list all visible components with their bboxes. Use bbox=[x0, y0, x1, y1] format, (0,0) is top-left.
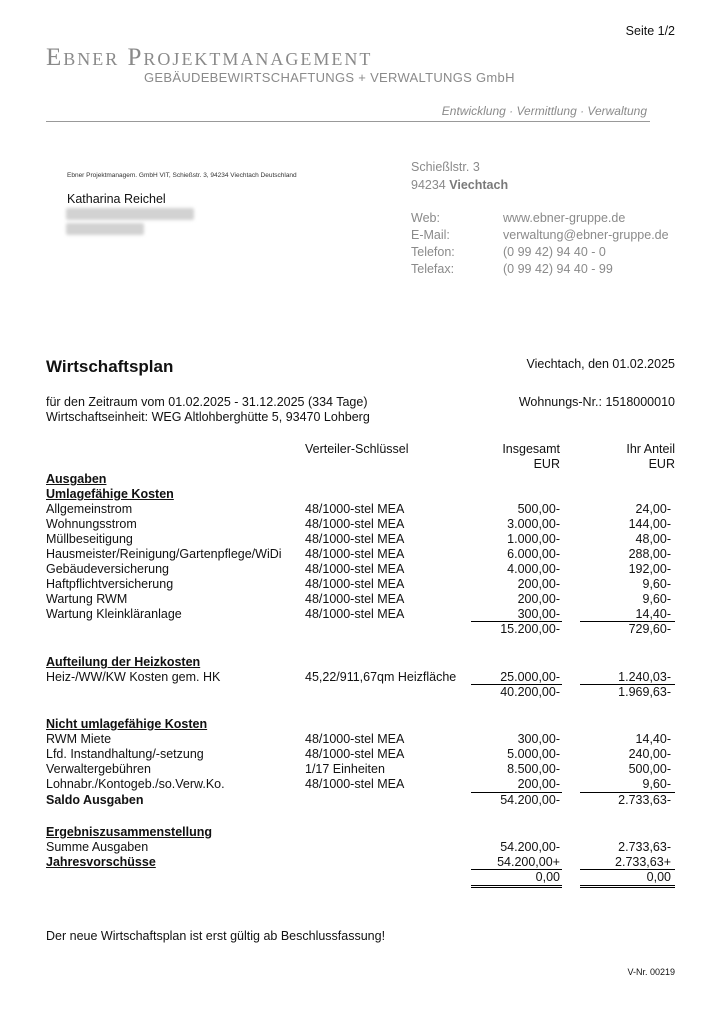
company-subtitle: GEBÄUDEBEWIRTSCHAFTUNGS + VERWALTUNGS GmbH bbox=[144, 70, 515, 85]
economic-unit: Wirtschaftseinheit: WEG Altlohberghütte 5, 93470 Lohberg bbox=[46, 410, 370, 424]
summary-advance-total: 54.200,00+ bbox=[497, 855, 560, 869]
summary-sum-label: Summe Ausgaben bbox=[46, 840, 149, 854]
row-label: Lohnabr./Kontogeb./so.Verw.Ko. bbox=[46, 777, 225, 791]
row-label: Verwaltergebühren bbox=[46, 762, 151, 776]
row-key: 48/1000-stel MEA bbox=[305, 532, 405, 546]
column-header-total: Insgesamt bbox=[502, 442, 560, 456]
email-label: E-Mail: bbox=[411, 228, 450, 242]
sender-city-line bbox=[411, 178, 508, 192]
row-key: 48/1000-stel MEA bbox=[305, 577, 405, 591]
final-share: 0,00 bbox=[646, 870, 671, 884]
summary-advance-label: Jahresvorschüsse bbox=[46, 855, 156, 869]
row-total: 5.000,00- bbox=[507, 747, 560, 761]
page-number: Seite 1/2 bbox=[625, 24, 675, 38]
row-label: Lfd. Instandhaltung/-setzung bbox=[46, 747, 204, 761]
row-total: 300,00- bbox=[517, 732, 560, 746]
row-total: 200,00- bbox=[517, 577, 560, 591]
row-label: Gebäudeversicherung bbox=[46, 562, 169, 576]
fax-number: (0 99 42) 94 40 - 99 bbox=[503, 262, 613, 276]
sender-city: Viechtach bbox=[449, 178, 509, 192]
return-address: Ebner Projektmanagem. GmbH VIT, Schießstr. 3, 94234 Viechtach Deutschland bbox=[67, 172, 297, 179]
company-name: Ebner Projektmanagement bbox=[46, 44, 373, 71]
row-label: Haftpflichtversicherung bbox=[46, 577, 174, 591]
row-key: 48/1000-stel MEA bbox=[305, 607, 405, 621]
row-share: 14,40- bbox=[635, 732, 671, 746]
web-link[interactable]: www.ebner-gruppe.de bbox=[503, 211, 626, 225]
row-label: Wohnungsstrom bbox=[46, 517, 137, 531]
page-title: Wirtschaftsplan bbox=[46, 357, 174, 376]
summary-advance-share: 2.733,63+ bbox=[615, 855, 671, 869]
row-label: Hausmeister/Reinigung/Gartenpflege/WiDi bbox=[46, 547, 282, 561]
row-total: 200,00- bbox=[517, 777, 560, 791]
heating-total: 25.000,00- bbox=[500, 670, 560, 684]
version-number: V-Nr. 00219 bbox=[627, 967, 675, 977]
saldo-label: Saldo Ausgaben bbox=[46, 793, 144, 807]
saldo-share: 2.733,63- bbox=[618, 793, 671, 807]
web-label: Web: bbox=[411, 211, 440, 225]
section-allocable: Umlagefähige Kosten bbox=[46, 487, 174, 501]
heating-subtotal-share: 1.969,63- bbox=[618, 685, 671, 699]
saldo-total: 54.200,00- bbox=[500, 793, 560, 807]
row-key: 1/17 Einheiten bbox=[305, 762, 385, 776]
final-total: 0,00 bbox=[535, 870, 560, 884]
heating-subtotal-total: 40.200,00- bbox=[500, 685, 560, 699]
row-key: 48/1000-stel MEA bbox=[305, 777, 405, 791]
row-share: 48,00- bbox=[635, 532, 671, 546]
sender-street: Schießlstr. 3 bbox=[411, 160, 480, 174]
row-share: 14,40- bbox=[635, 607, 671, 621]
row-label: Wartung Kleinkläranlage bbox=[46, 607, 182, 621]
phone-number: (0 99 42) 94 40 - 0 bbox=[503, 245, 606, 259]
final-double-rule-total bbox=[471, 885, 562, 888]
row-share: 24,00- bbox=[635, 502, 671, 516]
row-share: 288,00- bbox=[628, 547, 671, 561]
row-label: RWM Miete bbox=[46, 732, 112, 746]
row-key: 48/1000-stel MEA bbox=[305, 562, 405, 576]
heating-label: Heiz-/WW/KW Kosten gem. HK bbox=[46, 670, 221, 684]
summary-sum-share: 2.733,63- bbox=[618, 840, 671, 854]
row-total: 3.000,00- bbox=[507, 517, 560, 531]
phone-label: Telefon: bbox=[411, 245, 455, 259]
document-date: Viechtach, den 01.02.2025 bbox=[526, 357, 675, 371]
apartment-number: Wohnungs-Nr.: 1518000010 bbox=[518, 395, 675, 409]
row-total: 1.000,00- bbox=[507, 532, 560, 546]
row-total: 4.000,00- bbox=[507, 562, 560, 576]
recipient-name: Katharina Reichel bbox=[67, 192, 166, 206]
allocable-subtotal-total: 15.200,00- bbox=[500, 622, 560, 636]
row-total: 300,00- bbox=[517, 607, 560, 621]
section-heating: Aufteilung der Heizkosten bbox=[46, 655, 201, 669]
header-divider bbox=[46, 121, 650, 122]
row-share: 240,00- bbox=[628, 747, 671, 761]
fax-label: Telefax: bbox=[411, 262, 455, 276]
row-share: 500,00- bbox=[628, 762, 671, 776]
row-label: Wartung RWM bbox=[46, 592, 128, 606]
row-share: 192,00- bbox=[628, 562, 671, 576]
column-header-share-unit: EUR bbox=[648, 457, 675, 471]
column-header-total-unit: EUR bbox=[533, 457, 560, 471]
row-label: Allgemeinstrom bbox=[46, 502, 133, 516]
row-total: 200,00- bbox=[517, 592, 560, 606]
row-key: 48/1000-stel MEA bbox=[305, 547, 405, 561]
row-key: 48/1000-stel MEA bbox=[305, 747, 405, 761]
sender-zip: 94234 bbox=[411, 178, 446, 192]
company-tagline: Entwicklung · Vermittlung · Verwaltung bbox=[441, 104, 647, 118]
column-header-share: Ihr Anteil bbox=[626, 442, 675, 456]
row-label: Müllbeseitigung bbox=[46, 532, 133, 546]
period-text: für den Zeitraum vom 01.02.2025 - 31.12.2025 (334 Tage) bbox=[46, 395, 368, 409]
row-share: 144,00- bbox=[628, 517, 671, 531]
column-header-key: Verteiler-Schlüssel bbox=[305, 442, 409, 456]
heating-key: 45,22/911,67qm Heizfläche bbox=[305, 670, 457, 684]
row-share: 9,60- bbox=[642, 592, 671, 606]
final-double-rule-share bbox=[580, 885, 675, 888]
section-expenses: Ausgaben bbox=[46, 472, 107, 486]
row-total: 500,00- bbox=[517, 502, 560, 516]
redacted-street bbox=[66, 208, 194, 220]
row-total: 6.000,00- bbox=[507, 547, 560, 561]
row-key: 48/1000-stel MEA bbox=[305, 517, 405, 531]
section-summary: Ergebniszusammenstellung bbox=[46, 825, 213, 839]
row-total: 8.500,00- bbox=[507, 762, 560, 776]
redacted-city bbox=[66, 223, 144, 235]
section-non-allocable: Nicht umlagefähige Kosten bbox=[46, 717, 208, 731]
heating-share: 1.240,03- bbox=[618, 670, 671, 684]
allocable-subtotal-share: 729,60- bbox=[628, 622, 671, 636]
row-share: 9,60- bbox=[642, 777, 671, 791]
row-key: 48/1000-stel MEA bbox=[305, 502, 405, 516]
row-key: 48/1000-stel MEA bbox=[305, 592, 405, 606]
row-share: 9,60- bbox=[642, 577, 671, 591]
summary-sum-total: 54.200,00- bbox=[500, 840, 560, 854]
footer-note: Der neue Wirtschaftsplan ist erst gültig ab Beschlussfassung! bbox=[46, 929, 386, 943]
email-link[interactable]: verwaltung@ebner-gruppe.de bbox=[503, 228, 669, 242]
row-key: 48/1000-stel MEA bbox=[305, 732, 405, 746]
